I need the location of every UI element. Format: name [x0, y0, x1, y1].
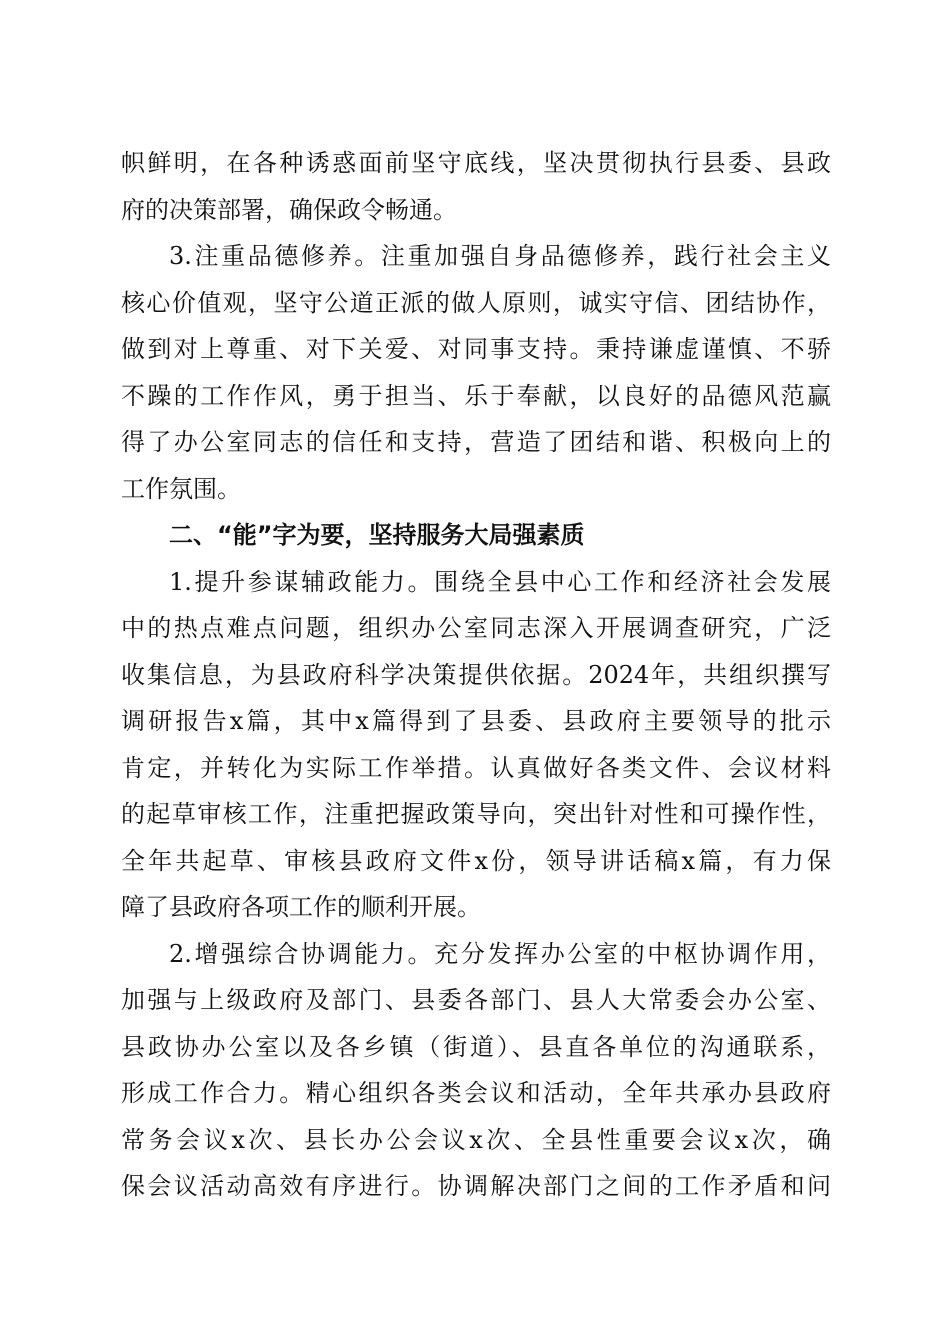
body-text-line: 收集信息，为县政府科学决策提供依据。2024年，共组织撰写 [121, 661, 831, 689]
subsection-1-line: 1.提升参谋辅政能力。围绕全县中心工作和经济社会发展 [169, 568, 831, 596]
body-text-line: 调研报告x篇，其中x篇得到了县委、县政府主要领导的批示 [121, 707, 831, 735]
body-text-line: 肯定，并转化为实际工作举措。认真做好各类文件、会议材料 [121, 754, 831, 782]
body-text-line: 做到对上尊重、对下关爱、对同事支持。秉持谦虚谨慎、不骄 [121, 335, 831, 363]
body-text-line: 帜鲜明，在各种诱惑面前坚守底线，坚决贯彻执行县委、县政 [121, 149, 831, 177]
body-text-line: 的起草审核工作，注重把握政策导向，突出针对性和可操作性， [121, 800, 831, 828]
body-text-line: 核心价值观，坚守公道正派的做人原则，诚实守信、团结协作， [121, 289, 831, 317]
body-text-line: 常务会议x次、县长办公会议x次、全县性重要会议x次，确 [121, 1126, 831, 1154]
body-text-line: 不躁的工作作风，勇于担当、乐于奉献，以良好的品德风范赢 [121, 382, 831, 410]
body-text-line: 得了办公室同志的信任和支持，营造了团结和谐、积极向上的 [121, 428, 831, 456]
body-text-line: 加强与上级政府及部门、县委各部门、县人大常委会办公室、 [121, 986, 831, 1014]
body-text-line: 保会议活动高效有序进行。协调解决部门之间的工作矛盾和问 [121, 1172, 831, 1200]
subsection-2-line: 2.增强综合协调能力。充分发挥办公室的中枢协调作用， [169, 940, 831, 968]
body-text-line: 障了县政府各项工作的顺利开展。 [121, 893, 481, 921]
body-text-line: 县政协办公室以及各乡镇（街道）、县直各单位的沟通联系， [121, 1033, 831, 1061]
section-heading: 二、“能”字为要，坚持服务大局强素质 [169, 521, 585, 549]
body-text-line: 形成工作合力。精心组织各类会议和活动，全年共承办县政府 [121, 1079, 831, 1107]
body-text-line: 全年共起草、审核县政府文件x份，领导讲话稿x篇，有力保 [121, 847, 831, 875]
body-text-line: 府的决策部署，确保政令畅通。 [121, 196, 457, 224]
subsection-3-line: 3.注重品德修养。注重加强自身品德修养，践行社会主义 [169, 242, 831, 270]
body-text-line: 工作氛围。 [121, 475, 241, 503]
body-text-line: 中的热点难点问题，组织办公室同志深入开展调查研究，广泛 [121, 614, 831, 642]
